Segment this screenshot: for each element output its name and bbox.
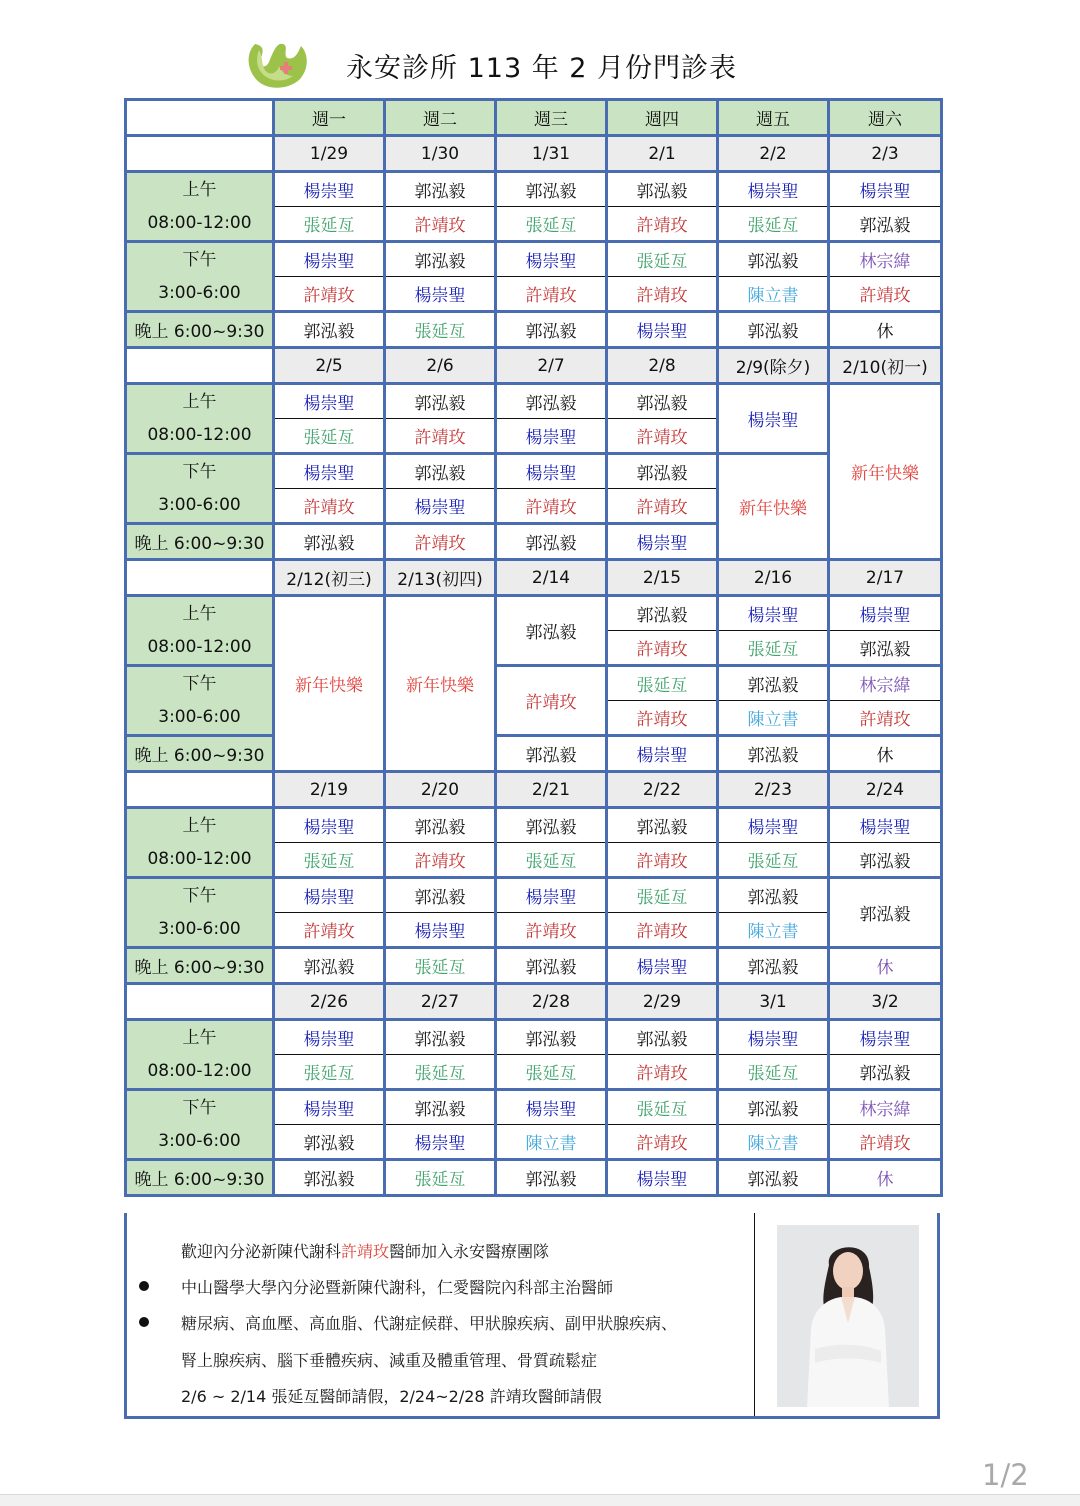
blank-cell (126, 348, 274, 384)
doctor-cell: 郭泓毅 (718, 948, 829, 984)
weekday-header: 週六 (829, 100, 942, 136)
am-label: 上午 (182, 179, 217, 200)
doctor-cell: 楊崇聖 (385, 489, 496, 524)
doctor-cell: 張延亙 (385, 948, 496, 984)
doctor-cell: 郭泓毅 (496, 948, 607, 984)
doctor-cell: 郭泓毅 (607, 454, 718, 489)
pm-time: 3:00-6:00 (158, 706, 241, 727)
am-label: 上午 (182, 1027, 217, 1048)
doctor-cell: 楊崇聖 (274, 384, 385, 419)
doctor-cell: 郭泓毅 (718, 878, 829, 913)
doctor-cell: 郭泓毅 (496, 384, 607, 419)
doctor-cell: 許靖玫 (829, 277, 942, 312)
doctor-cell: 楊崇聖 (274, 878, 385, 913)
date-cell: 1/31 (496, 136, 607, 172)
weekday-header: 週三 (496, 100, 607, 136)
doctor-cell: 休 (829, 736, 942, 772)
evening-row (126, 948, 942, 984)
evening-label: 晚上 6:00~9:30 (126, 736, 274, 772)
weekday-header-row (126, 100, 942, 136)
date-row (126, 136, 942, 172)
pm-time: 3:00-6:00 (158, 282, 241, 303)
bullet-icon (139, 1317, 149, 1327)
doctor-cell: 郭泓毅 (829, 631, 942, 666)
am-row-1 (126, 384, 942, 419)
date-cell: 2/17 (829, 560, 942, 596)
page-title: 永安診所 113 年 2 月份門診表 (346, 53, 738, 84)
doctor-cell: 郭泓毅 (496, 1160, 607, 1196)
doctor-cell: 郭泓毅 (829, 207, 942, 242)
pm-row-1 (126, 242, 942, 277)
evening-label: 晚上 6:00~9:30 (126, 948, 274, 984)
date-cell: 2/24 (829, 772, 942, 808)
date-cell: 2/7 (496, 348, 607, 384)
holiday-cell: 新年快樂 (718, 454, 829, 560)
doctor-cell: 郭泓毅 (718, 1090, 829, 1125)
doctor-cell: 楊崇聖 (496, 242, 607, 277)
pm-session-label (126, 242, 274, 312)
announcement-box (124, 1213, 940, 1419)
clinic-schedule-table (124, 98, 943, 1197)
doctor-cell: 許靖玫 (607, 277, 718, 312)
date-cell: 2/29 (607, 984, 718, 1020)
credential-line: 中山醫學大學內分泌暨新陳代謝科，仁愛醫院內科部主治醫師 (181, 1278, 614, 1297)
date-row (126, 984, 942, 1020)
doctor-cell: 休 (829, 312, 942, 348)
bullet-icon (139, 1281, 149, 1291)
clinic-logo-icon (243, 36, 313, 92)
doctor-cell: 陳立書 (496, 1125, 607, 1160)
am-row-1 (126, 172, 942, 207)
pm-session-label (126, 666, 274, 736)
leave-notice: 2/6 ~ 2/14 張延亙醫師請假，2/24~2/28 許靖玫醫師請假 (181, 1387, 602, 1406)
viewer-bottom-bar (0, 1494, 1080, 1506)
welcome-suffix: 醫師加入永安醫療團隊 (389, 1242, 550, 1261)
am-time: 08:00-12:00 (147, 636, 252, 657)
doctor-cell: 許靖玫 (829, 1125, 942, 1160)
doctor-cell: 許靖玫 (607, 207, 718, 242)
welcome-doctor-name: 許靖玫 (341, 1242, 390, 1261)
date-cell: 2/16 (718, 560, 829, 596)
pm-row-1 (126, 878, 942, 913)
doctor-cell: 許靖玫 (607, 843, 718, 878)
doctor-cell: 楊崇聖 (274, 1090, 385, 1125)
doctor-cell: 張延亙 (496, 1055, 607, 1090)
am-time: 08:00-12:00 (147, 424, 252, 445)
doctor-cell: 郭泓毅 (829, 1055, 942, 1090)
holiday-cell: 新年快樂 (385, 596, 496, 772)
doctor-cell: 楊崇聖 (829, 1020, 942, 1055)
am-label: 上午 (182, 815, 217, 836)
doctor-cell: 楊崇聖 (385, 1125, 496, 1160)
doctor-cell: 郭泓毅 (607, 596, 718, 631)
doctor-cell: 郭泓毅 (496, 172, 607, 207)
doctor-cell: 陳立書 (718, 277, 829, 312)
doctor-cell: 張延亙 (607, 1090, 718, 1125)
doctor-cell: 郭泓毅 (274, 1125, 385, 1160)
evening-row (126, 736, 942, 772)
doctor-cell: 張延亙 (274, 843, 385, 878)
doctor-cell: 郭泓毅 (385, 242, 496, 277)
doctor-cell: 郭泓毅 (385, 1020, 496, 1055)
pm-label: 下午 (182, 1097, 217, 1118)
am-session-label (126, 808, 274, 878)
pm-label: 下午 (182, 249, 217, 270)
doctor-cell: 楊崇聖 (274, 1020, 385, 1055)
doctor-photo (777, 1225, 919, 1407)
evening-row (126, 312, 942, 348)
date-cell: 2/12(初三) (274, 560, 385, 596)
doctor-cell: 張延亙 (718, 843, 829, 878)
date-cell: 2/21 (496, 772, 607, 808)
corner-cell (126, 100, 274, 136)
date-cell: 2/22 (607, 772, 718, 808)
doctor-cell: 楊崇聖 (718, 172, 829, 207)
page-indicator: 1/2 (982, 1458, 1029, 1492)
doctor-cell: 許靖玫 (607, 913, 718, 948)
date-cell: 2/14 (496, 560, 607, 596)
doctor-cell: 許靖玫 (274, 277, 385, 312)
weekday-header: 週四 (607, 100, 718, 136)
doctor-cell: 許靖玫 (496, 277, 607, 312)
evening-label: 晚上 6:00~9:30 (126, 1160, 274, 1196)
doctor-cell: 郭泓毅 (607, 1020, 718, 1055)
doctor-cell: 郭泓毅 (385, 172, 496, 207)
blank-cell (126, 560, 274, 596)
am-row-1 (126, 596, 942, 631)
divider (754, 1213, 755, 1416)
doctor-cell: 郭泓毅 (385, 1090, 496, 1125)
evening-label: 晚上 6:00~9:30 (126, 524, 274, 560)
doctor-cell: 郭泓毅 (385, 454, 496, 489)
doctor-cell: 楊崇聖 (607, 312, 718, 348)
pm-time: 3:00-6:00 (158, 1130, 241, 1151)
weekday-header: 週五 (718, 100, 829, 136)
doctor-cell: 楊崇聖 (718, 384, 829, 454)
date-cell: 1/29 (274, 136, 385, 172)
doctor-cell: 許靖玫 (496, 489, 607, 524)
doctor-cell: 郭泓毅 (385, 878, 496, 913)
doctor-cell: 張延亙 (385, 312, 496, 348)
doctor-cell: 郭泓毅 (718, 1160, 829, 1196)
date-cell: 3/1 (718, 984, 829, 1020)
doctor-cell: 楊崇聖 (496, 878, 607, 913)
date-cell: 2/6 (385, 348, 496, 384)
pm-time: 3:00-6:00 (158, 918, 241, 939)
doctor-cell: 郭泓毅 (496, 312, 607, 348)
doctor-cell: 楊崇聖 (385, 913, 496, 948)
doctor-cell: 張延亙 (274, 207, 385, 242)
date-cell: 2/5 (274, 348, 385, 384)
doctor-cell: 楊崇聖 (718, 808, 829, 843)
am-row-1 (126, 808, 942, 843)
doctor-cell: 郭泓毅 (496, 1020, 607, 1055)
weekday-header: 週一 (274, 100, 385, 136)
weekday-header: 週二 (385, 100, 496, 136)
doctor-cell: 郭泓毅 (274, 312, 385, 348)
doctor-cell: 張延亙 (385, 1055, 496, 1090)
doctor-cell: 許靖玫 (274, 489, 385, 524)
doctor-cell: 許靖玫 (607, 631, 718, 666)
holiday-cell: 新年快樂 (829, 384, 942, 560)
am-time: 08:00-12:00 (147, 1060, 252, 1081)
pm-row-1 (126, 666, 942, 701)
holiday-cell: 新年快樂 (274, 596, 385, 772)
doctor-cell: 許靖玫 (829, 701, 942, 736)
date-cell: 1/30 (385, 136, 496, 172)
doctor-cell: 張延亙 (274, 1055, 385, 1090)
doctor-cell: 林宗緯 (829, 666, 942, 701)
date-cell: 2/13(初四) (385, 560, 496, 596)
doctor-cell: 許靖玫 (607, 419, 718, 454)
doctor-cell: 陳立書 (718, 701, 829, 736)
doctor-cell: 許靖玫 (385, 207, 496, 242)
date-cell: 2/23 (718, 772, 829, 808)
am-label: 上午 (182, 603, 217, 624)
doctor-cell: 休 (829, 1160, 942, 1196)
doctor-cell: 郭泓毅 (496, 596, 607, 666)
doctor-cell: 張延亙 (718, 207, 829, 242)
doctor-cell: 楊崇聖 (274, 454, 385, 489)
doctor-cell: 張延亙 (385, 1160, 496, 1196)
doctor-cell: 郭泓毅 (385, 384, 496, 419)
pm-row-1 (126, 454, 942, 489)
doctor-cell: 楊崇聖 (607, 736, 718, 772)
pm-time: 3:00-6:00 (158, 494, 241, 515)
doctor-cell: 林宗緯 (829, 1090, 942, 1125)
pm-session-label (126, 1090, 274, 1160)
doctor-cell: 許靖玫 (496, 913, 607, 948)
doctor-cell: 張延亙 (607, 242, 718, 277)
doctor-cell: 楊崇聖 (718, 1020, 829, 1055)
doctor-cell: 許靖玫 (607, 1125, 718, 1160)
doctor-cell: 楊崇聖 (496, 1090, 607, 1125)
pm-label: 下午 (182, 461, 217, 482)
doctor-cell: 郭泓毅 (274, 524, 385, 560)
am-label: 上午 (182, 391, 217, 412)
doctor-cell: 許靖玫 (607, 701, 718, 736)
doctor-cell: 楊崇聖 (274, 808, 385, 843)
am-session-label (126, 596, 274, 666)
doctor-cell: 楊崇聖 (496, 454, 607, 489)
doctor-cell: 楊崇聖 (274, 242, 385, 277)
doctor-cell: 張延亙 (274, 419, 385, 454)
doctor-cell: 許靖玫 (385, 843, 496, 878)
doctor-cell: 張延亙 (496, 843, 607, 878)
doctor-cell: 郭泓毅 (718, 242, 829, 277)
doctor-cell: 林宗緯 (829, 242, 942, 277)
doctor-cell: 楊崇聖 (718, 596, 829, 631)
doctor-cell: 郭泓毅 (385, 808, 496, 843)
pm-label: 下午 (182, 673, 217, 694)
blank-cell (126, 136, 274, 172)
doctor-cell: 楊崇聖 (829, 172, 942, 207)
pm-row-1 (126, 1090, 942, 1125)
am-row-1 (126, 1020, 942, 1055)
doctor-cell: 郭泓毅 (718, 736, 829, 772)
doctor-cell: 陳立書 (718, 1125, 829, 1160)
doctor-cell: 許靖玫 (385, 419, 496, 454)
doctor-cell: 休 (829, 948, 942, 984)
specialty-line: 糖尿病、高血壓、高血脂、代謝症候群、甲狀腺疾病、副甲狀腺疾病、 (181, 1314, 678, 1333)
doctor-cell: 楊崇聖 (829, 596, 942, 631)
doctor-cell: 陳立書 (718, 913, 829, 948)
date-cell: 2/15 (607, 560, 718, 596)
doctor-cell: 楊崇聖 (385, 277, 496, 312)
doctor-cell: 郭泓毅 (274, 948, 385, 984)
doctor-cell: 張延亙 (607, 666, 718, 701)
doctor-cell: 郭泓毅 (607, 808, 718, 843)
date-cell: 2/20 (385, 772, 496, 808)
doctor-cell: 許靖玫 (607, 489, 718, 524)
am-time: 08:00-12:00 (147, 212, 252, 233)
doctor-cell: 楊崇聖 (607, 524, 718, 560)
doctor-cell: 張延亙 (496, 207, 607, 242)
evening-row (126, 1160, 942, 1196)
doctor-cell: 許靖玫 (385, 524, 496, 560)
blank-cell (126, 984, 274, 1020)
welcome-prefix: 歡迎內分泌新陳代謝科 (181, 1242, 342, 1261)
date-cell: 2/10(初一) (829, 348, 942, 384)
pm-session-label (126, 454, 274, 524)
doctor-cell: 郭泓毅 (829, 878, 942, 948)
doctor-cell: 郭泓毅 (718, 666, 829, 701)
doctor-cell: 郭泓毅 (607, 172, 718, 207)
date-row (126, 348, 942, 384)
doctor-cell: 張延亙 (607, 878, 718, 913)
pm-session-label (126, 878, 274, 948)
date-cell: 2/2 (718, 136, 829, 172)
welcome-line (181, 1239, 549, 1262)
doctor-cell: 張延亙 (718, 1055, 829, 1090)
date-cell: 3/2 (829, 984, 942, 1020)
doctor-cell: 郭泓毅 (607, 384, 718, 419)
date-cell: 2/28 (496, 984, 607, 1020)
doctor-cell: 楊崇聖 (607, 1160, 718, 1196)
blank-cell (126, 772, 274, 808)
doctor-cell: 許靖玫 (496, 666, 607, 736)
date-row (126, 560, 942, 596)
am-session-label (126, 384, 274, 454)
doctor-cell: 郭泓毅 (496, 736, 607, 772)
date-cell: 2/3 (829, 136, 942, 172)
specialty-line-continued: 腎上腺疾病、腦下垂體疾病、減重及體重管理、骨質疏鬆症 (181, 1351, 598, 1370)
am-time: 08:00-12:00 (147, 848, 252, 869)
date-cell: 2/9(除夕) (718, 348, 829, 384)
doctor-cell: 許靖玫 (607, 1055, 718, 1090)
doctor-cell: 楊崇聖 (496, 419, 607, 454)
doctor-cell: 許靖玫 (274, 913, 385, 948)
doctor-cell: 楊崇聖 (829, 808, 942, 843)
doctor-cell: 楊崇聖 (274, 172, 385, 207)
pm-label: 下午 (182, 885, 217, 906)
am-session-label (126, 1020, 274, 1090)
am-session-label (126, 172, 274, 242)
doctor-cell: 張延亙 (718, 631, 829, 666)
date-cell: 2/27 (385, 984, 496, 1020)
date-cell: 2/19 (274, 772, 385, 808)
evening-label: 晚上 6:00~9:30 (126, 312, 274, 348)
doctor-cell: 郭泓毅 (496, 524, 607, 560)
doctor-cell: 郭泓毅 (829, 843, 942, 878)
date-cell: 2/26 (274, 984, 385, 1020)
date-cell: 2/8 (607, 348, 718, 384)
date-cell: 2/1 (607, 136, 718, 172)
doctor-cell: 郭泓毅 (718, 312, 829, 348)
doctor-cell: 楊崇聖 (607, 948, 718, 984)
doctor-cell: 郭泓毅 (274, 1160, 385, 1196)
date-row (126, 772, 942, 808)
doctor-cell: 郭泓毅 (496, 808, 607, 843)
